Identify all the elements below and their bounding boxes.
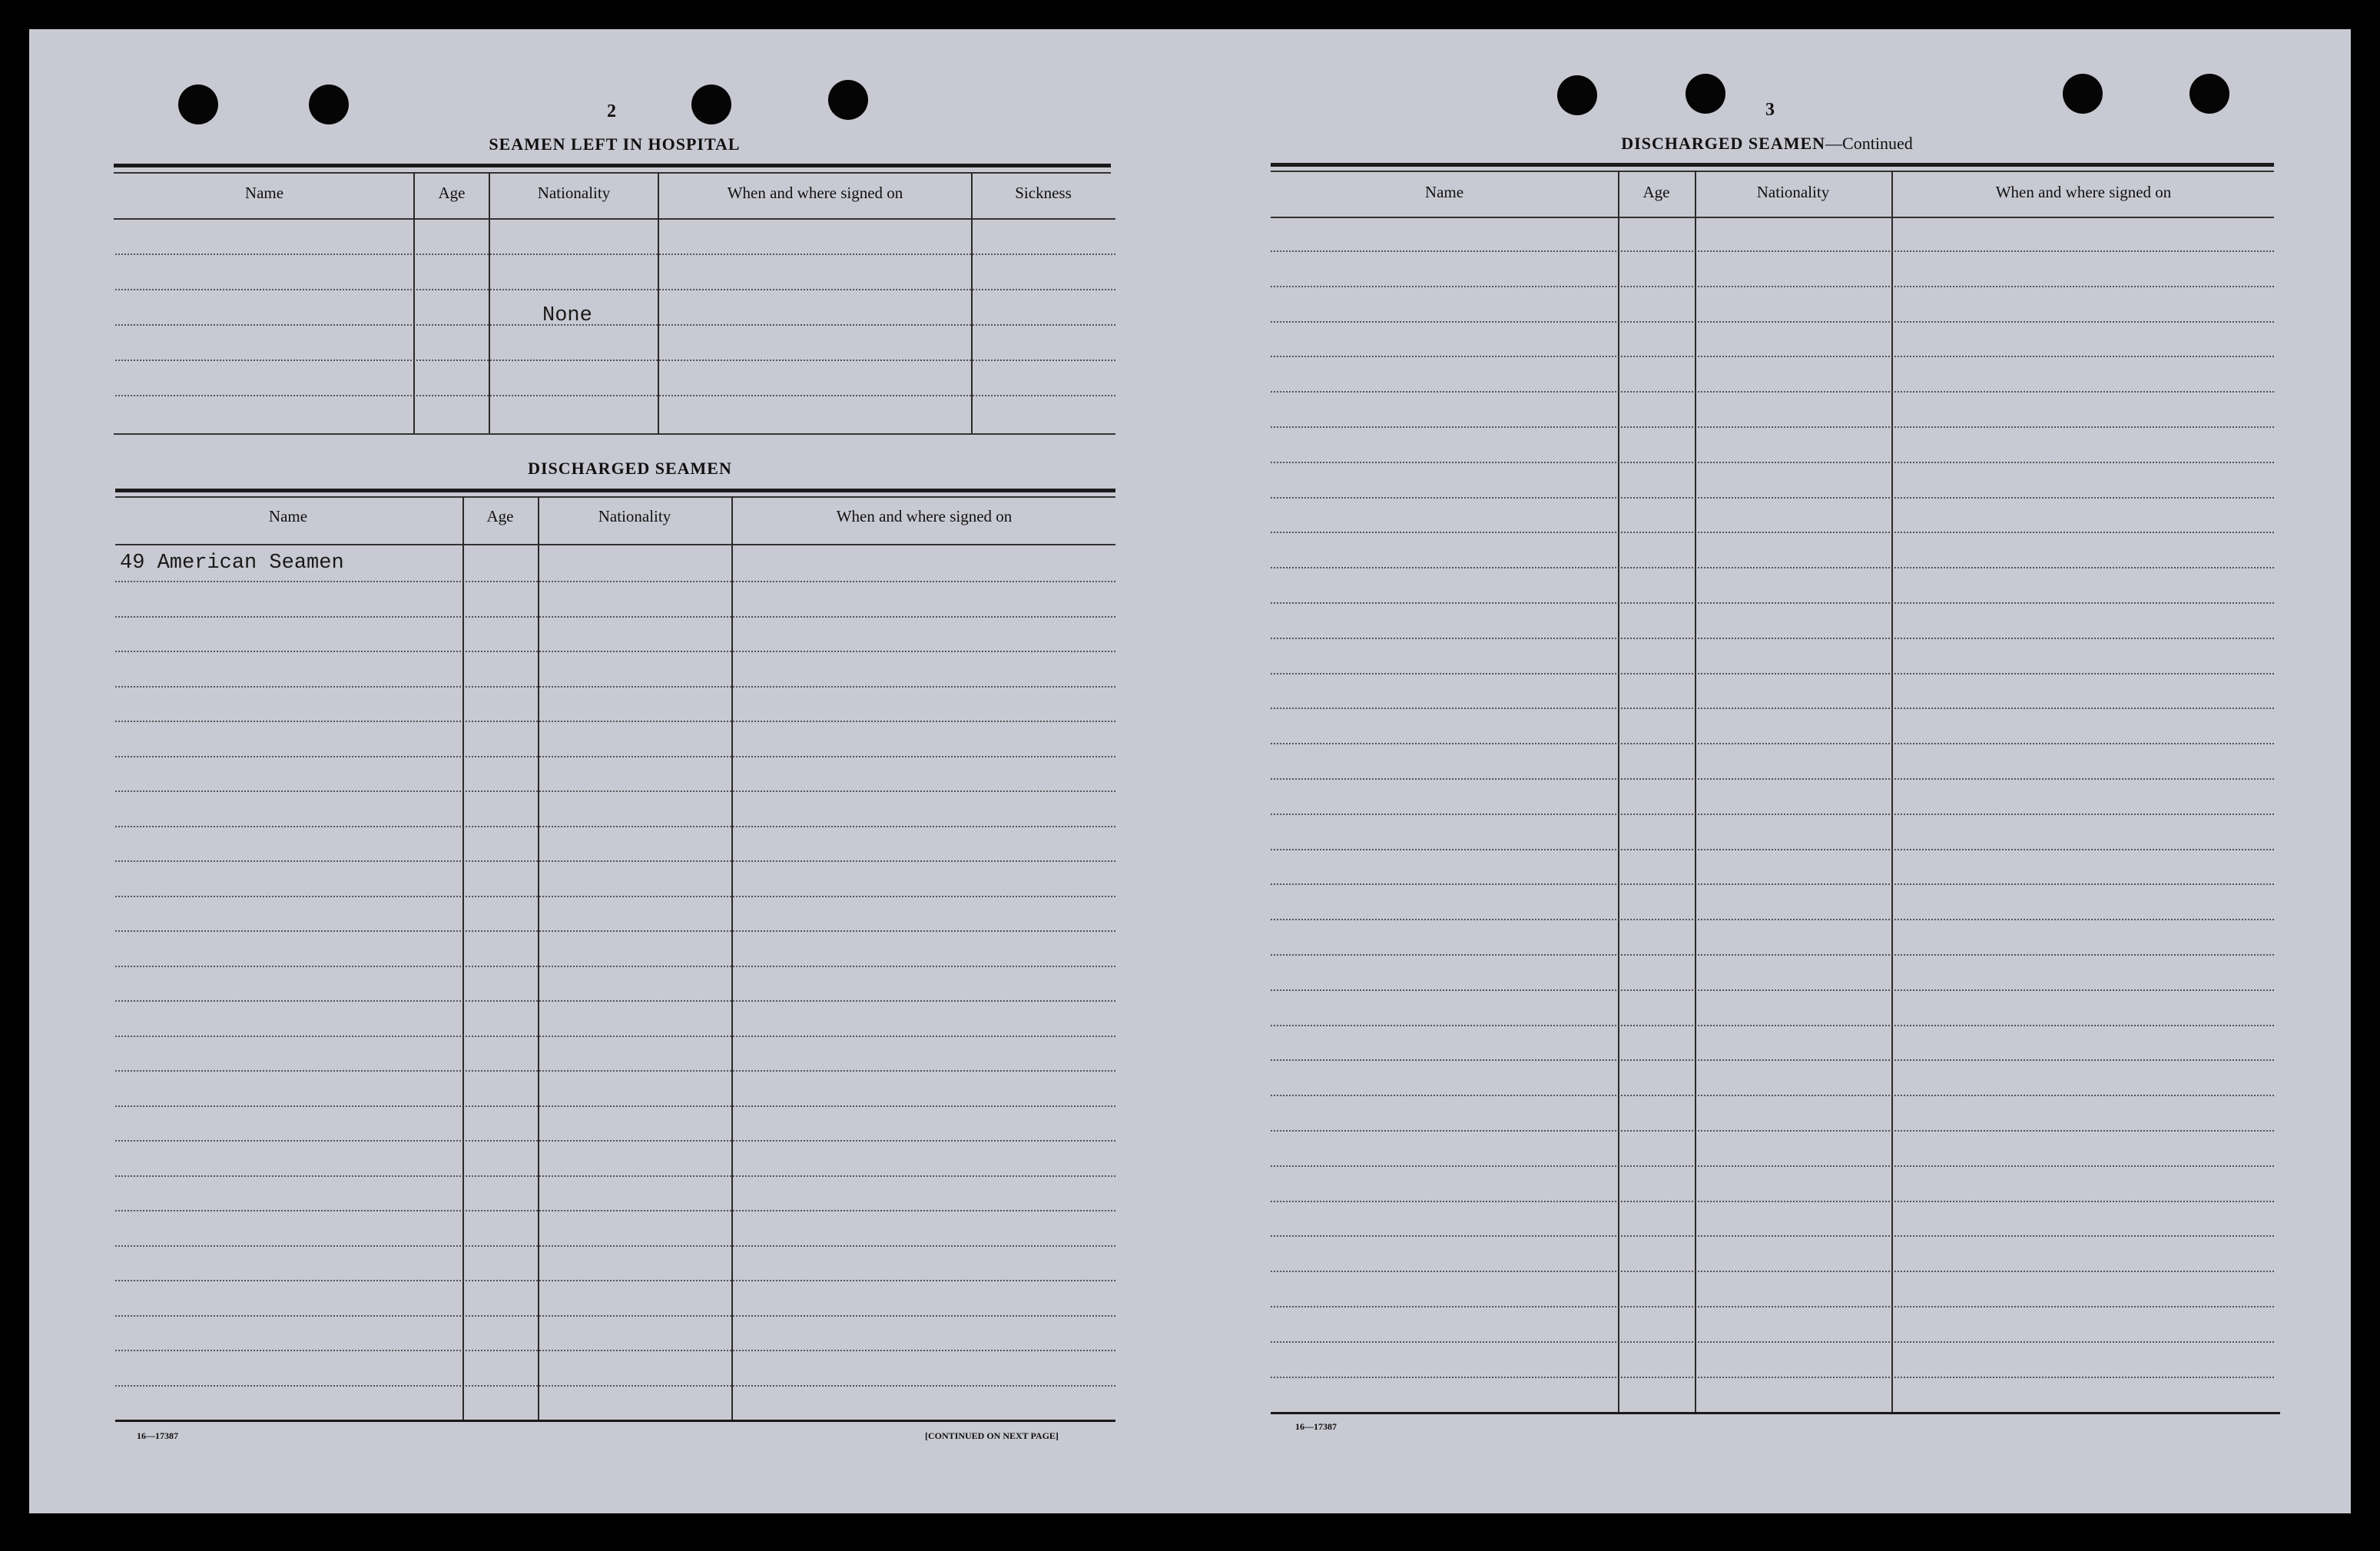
right-col-signed-on: When and where signed on <box>1995 183 2172 201</box>
punch-hole <box>1557 75 1597 115</box>
punch-hole <box>828 80 868 120</box>
ruled-line <box>1271 426 2274 428</box>
ruled-line <box>115 1175 1115 1177</box>
hospital-col-divider <box>658 172 659 433</box>
discharged-top-rule <box>115 489 1115 492</box>
ruled-line <box>1271 743 2274 744</box>
ruled-line <box>1271 1377 2274 1378</box>
ruled-line <box>115 966 1115 967</box>
right-top-hairline <box>1271 171 2274 172</box>
discharged-entry: 49 American Seamen <box>120 552 344 575</box>
ruled-line <box>115 360 1115 361</box>
ruled-line <box>115 1070 1115 1072</box>
punch-hole <box>2189 74 2229 114</box>
hospital-section-title: SEAMEN LEFT IN HOSPITAL <box>489 134 741 154</box>
right-section-title <box>1536 134 1997 154</box>
form-number-left: 16—17387 <box>137 1430 178 1441</box>
ruled-line <box>115 324 1115 326</box>
discharged-col-nationality: Nationality <box>598 507 671 525</box>
ruled-line <box>1271 849 2274 850</box>
right-bottom-rule <box>1271 1412 2280 1414</box>
punch-hole <box>178 85 218 124</box>
ruled-line <box>115 1350 1115 1351</box>
ruled-line <box>1271 532 2274 533</box>
hospital-col-divider <box>413 172 415 433</box>
ruled-line <box>115 1210 1115 1211</box>
hospital-col-divider <box>489 172 490 433</box>
hospital-col-name: Name <box>244 184 284 202</box>
ruled-line <box>1271 321 2274 323</box>
ruled-line <box>115 651 1115 652</box>
hospital-none-entry: None <box>542 304 592 327</box>
ruled-line <box>1271 708 2274 709</box>
right-header-rule <box>1271 217 2274 218</box>
ruled-line <box>1271 919 2274 920</box>
ruled-line <box>1271 814 2274 815</box>
hospital-col-age: Age <box>438 184 466 202</box>
ruled-line <box>115 1036 1115 1037</box>
ruled-line <box>1271 989 2274 991</box>
ruled-line <box>115 1105 1115 1107</box>
ruled-line <box>1271 1059 2274 1061</box>
right-col-name: Name <box>1424 183 1464 201</box>
discharged-col-divider <box>538 496 539 1421</box>
hospital-col-sickness: Sickness <box>1015 184 1072 202</box>
ruled-line <box>1271 567 2274 568</box>
ruled-line <box>1271 1095 2274 1096</box>
ruled-line <box>115 896 1115 897</box>
hospital-top-rule <box>114 164 1111 167</box>
ruled-line <box>1271 638 2274 639</box>
ruled-line <box>115 1000 1115 1002</box>
punch-hole <box>691 85 731 124</box>
discharged-top-hairline <box>115 496 1115 498</box>
punch-hole <box>1686 74 1725 114</box>
right-col-divider <box>1695 171 1696 1413</box>
page-number-right: 3 <box>1765 100 1775 120</box>
ruled-line <box>1271 1235 2274 1237</box>
ruled-line <box>115 1140 1115 1142</box>
punch-hole <box>309 85 349 124</box>
form-number-right: 16—17387 <box>1295 1421 1337 1432</box>
ruled-line <box>1271 1201 2274 1202</box>
hospital-bottom-rule <box>114 433 1115 435</box>
ruled-line <box>115 686 1115 688</box>
discharged-col-signed-on: When and where signed on <box>836 507 1013 525</box>
discharged-col-divider <box>731 496 733 1421</box>
ruled-line <box>1271 883 2274 885</box>
discharged-bottom-rule <box>115 1420 1115 1422</box>
ruled-line <box>1271 462 2274 463</box>
discharged-col-name: Name <box>268 507 308 525</box>
ruled-line <box>115 395 1115 396</box>
ruled-line <box>1271 673 2274 674</box>
discharged-header-rule <box>115 544 1115 545</box>
ruled-line <box>115 826 1115 827</box>
hospital-col-signed-on: When and where signed on <box>727 184 903 202</box>
ruled-line <box>1271 250 2274 252</box>
right-section-title-main: DISCHARGED SEAMEN <box>1621 134 1826 153</box>
ruled-line <box>115 581 1115 582</box>
ruled-line <box>115 289 1115 290</box>
ruled-line <box>115 930 1115 932</box>
right-col-divider <box>1891 171 1893 1413</box>
ruled-line <box>115 790 1115 792</box>
ruled-line <box>1271 286 2274 287</box>
right-section-title-suffix: —Continued <box>1825 134 1913 153</box>
discharged-col-age: Age <box>486 507 514 525</box>
continued-note: [CONTINUED ON NEXT PAGE] <box>925 1430 1059 1441</box>
ruled-line <box>115 1315 1115 1317</box>
ruled-line <box>115 616 1115 618</box>
discharged-col-divider <box>462 496 464 1421</box>
ruled-line <box>1271 1165 2274 1167</box>
discharged-section-title: DISCHARGED SEAMEN <box>528 459 732 478</box>
punch-hole <box>2063 74 2103 114</box>
ruled-line <box>115 1245 1115 1247</box>
ruled-line <box>1271 954 2274 956</box>
ruled-line <box>115 721 1115 722</box>
ruled-line <box>1271 1025 2274 1026</box>
ruled-line <box>1271 1130 2274 1132</box>
right-top-rule <box>1271 163 2274 167</box>
page-number-left: 2 <box>607 101 616 121</box>
hospital-col-nationality: Nationality <box>537 184 611 202</box>
right-col-divider <box>1618 171 1619 1413</box>
hospital-header-rule <box>114 218 1115 220</box>
hospital-col-divider <box>971 172 973 433</box>
ruled-line <box>1271 602 2274 604</box>
ruled-line <box>1271 1341 2274 1343</box>
ruled-line <box>1271 778 2274 780</box>
ruled-line <box>115 860 1115 862</box>
ruled-line <box>115 1280 1115 1281</box>
ruled-line <box>1271 497 2274 499</box>
ruled-line <box>1271 356 2274 357</box>
hospital-top-hairline <box>114 172 1111 174</box>
right-col-age: Age <box>1642 183 1670 201</box>
ruled-line <box>115 756 1115 757</box>
right-col-nationality: Nationality <box>1756 183 1830 201</box>
ruled-line <box>1271 1271 2274 1272</box>
ruled-line <box>1271 391 2274 393</box>
ruled-line <box>115 254 1115 255</box>
ruled-line <box>115 1385 1115 1387</box>
ruled-line <box>1271 1306 2274 1307</box>
